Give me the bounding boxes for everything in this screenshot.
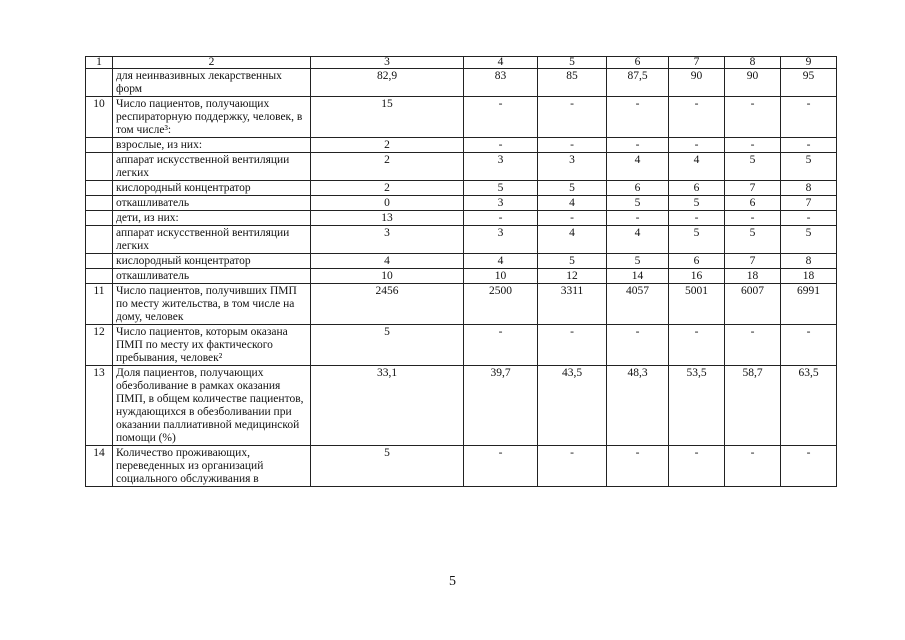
- value-cell: 63,5: [781, 366, 837, 446]
- row-label-cell: аппарат искусственной вентиляции легких: [113, 153, 311, 181]
- value-cell: 87,5: [607, 69, 669, 97]
- table-row: [86, 446, 837, 487]
- row-index-cell: [86, 138, 113, 153]
- value-cell: 6007: [725, 284, 781, 325]
- row-index-cell: 13: [86, 366, 113, 446]
- value-cell: -: [669, 138, 725, 153]
- table-row: [86, 284, 837, 325]
- row-label-cell: откашливатель: [113, 269, 311, 284]
- value-cell: 2: [311, 181, 464, 196]
- value-cell: 5: [464, 181, 538, 196]
- value-cell: 43,5: [538, 366, 607, 446]
- table-row: [86, 254, 837, 269]
- value-cell: 3: [464, 196, 538, 211]
- value-cell: 2: [311, 138, 464, 153]
- value-cell: 5: [607, 196, 669, 211]
- value-cell: -: [725, 446, 781, 487]
- value-cell: 95: [781, 69, 837, 97]
- table-row: [86, 211, 837, 226]
- value-cell: -: [538, 97, 607, 138]
- value-cell: 18: [725, 269, 781, 284]
- value-cell: -: [669, 97, 725, 138]
- value-cell: -: [781, 138, 837, 153]
- value-cell: -: [607, 138, 669, 153]
- value-cell: -: [669, 325, 725, 366]
- table-row: [86, 153, 837, 181]
- value-cell: -: [781, 446, 837, 487]
- value-cell: -: [464, 97, 538, 138]
- value-cell: 7: [725, 254, 781, 269]
- row-label-cell: Число пациентов, получающих респираторную поддержку, человек, в том числе³:: [113, 97, 311, 138]
- value-cell: -: [669, 446, 725, 487]
- table-row: [86, 181, 837, 196]
- value-cell: 4: [669, 153, 725, 181]
- value-cell: 6: [669, 254, 725, 269]
- table-header-row: [86, 57, 837, 69]
- value-cell: 5: [725, 153, 781, 181]
- value-cell: 39,7: [464, 366, 538, 446]
- row-index-cell: [86, 69, 113, 97]
- value-cell: 7: [781, 196, 837, 211]
- value-cell: -: [725, 138, 781, 153]
- table-row: [86, 366, 837, 446]
- value-cell: 8: [781, 181, 837, 196]
- value-cell: 6: [607, 181, 669, 196]
- value-cell: 5: [311, 446, 464, 487]
- value-cell: 53,5: [669, 366, 725, 446]
- value-cell: 5: [725, 226, 781, 254]
- table-row: [86, 325, 837, 366]
- value-cell: 4: [538, 226, 607, 254]
- value-cell: 6: [669, 181, 725, 196]
- value-cell: -: [607, 211, 669, 226]
- row-index-cell: [86, 269, 113, 284]
- value-cell: 5001: [669, 284, 725, 325]
- row-index-cell: 10: [86, 97, 113, 138]
- value-cell: -: [538, 138, 607, 153]
- value-cell: 5: [781, 226, 837, 254]
- row-index-cell: 12: [86, 325, 113, 366]
- row-index-cell: [86, 153, 113, 181]
- value-cell: -: [464, 446, 538, 487]
- column-number-cell: 2: [113, 57, 311, 69]
- value-cell: 83: [464, 69, 538, 97]
- row-index-cell: [86, 196, 113, 211]
- value-cell: -: [725, 211, 781, 226]
- value-cell: 90: [725, 69, 781, 97]
- value-cell: 3: [538, 153, 607, 181]
- value-cell: 85: [538, 69, 607, 97]
- value-cell: -: [607, 446, 669, 487]
- value-cell: -: [464, 138, 538, 153]
- value-cell: 5: [311, 325, 464, 366]
- row-label-cell: кислородный концентратор: [113, 254, 311, 269]
- value-cell: 4: [311, 254, 464, 269]
- column-number-cell: 1: [86, 57, 113, 69]
- value-cell: 2500: [464, 284, 538, 325]
- value-cell: 10: [464, 269, 538, 284]
- row-label-cell: откашливатель: [113, 196, 311, 211]
- row-label-cell: Доля пациентов, получающих обезболивание в рамках оказания ПМП, в общем количестве пациентов, нуждающихся в обезболивании при оказании паллиативной медицинской помощи (%): [113, 366, 311, 446]
- column-number-cell: 3: [311, 57, 464, 69]
- table-body: [86, 57, 837, 487]
- row-label-cell: Число пациентов, получивших ПМП по месту жительства, в том числе на дому, человек: [113, 284, 311, 325]
- value-cell: 58,7: [725, 366, 781, 446]
- value-cell: -: [669, 211, 725, 226]
- value-cell: -: [607, 97, 669, 138]
- column-number-cell: 9: [781, 57, 837, 69]
- page-number: 5: [449, 574, 456, 589]
- value-cell: 8: [781, 254, 837, 269]
- value-cell: 7: [725, 181, 781, 196]
- value-cell: -: [781, 97, 837, 138]
- value-cell: -: [607, 325, 669, 366]
- value-cell: 3: [464, 153, 538, 181]
- value-cell: 4: [607, 226, 669, 254]
- value-cell: 5: [669, 196, 725, 211]
- row-index-cell: 11: [86, 284, 113, 325]
- table-row: [86, 69, 837, 97]
- value-cell: 0: [311, 196, 464, 211]
- column-number-cell: 5: [538, 57, 607, 69]
- value-cell: 10: [311, 269, 464, 284]
- indicators-table: [85, 56, 837, 487]
- value-cell: 3311: [538, 284, 607, 325]
- table-row: [86, 138, 837, 153]
- row-index-cell: [86, 211, 113, 226]
- value-cell: 4: [607, 153, 669, 181]
- row-label-cell: дети, из них:: [113, 211, 311, 226]
- value-cell: 2: [311, 153, 464, 181]
- value-cell: 15: [311, 97, 464, 138]
- value-cell: 3: [464, 226, 538, 254]
- value-cell: 18: [781, 269, 837, 284]
- value-cell: 48,3: [607, 366, 669, 446]
- value-cell: -: [538, 446, 607, 487]
- value-cell: 12: [538, 269, 607, 284]
- row-index-cell: [86, 254, 113, 269]
- row-label-cell: взрослые, из них:: [113, 138, 311, 153]
- row-label-cell: кислородный концентратор: [113, 181, 311, 196]
- value-cell: 90: [669, 69, 725, 97]
- value-cell: -: [725, 325, 781, 366]
- row-label-cell: Количество проживающих, переведенных из организаций социального обслуживания в: [113, 446, 311, 487]
- value-cell: 4057: [607, 284, 669, 325]
- row-index-cell: 14: [86, 446, 113, 487]
- value-cell: 5: [781, 153, 837, 181]
- value-cell: 16: [669, 269, 725, 284]
- column-number-cell: 4: [464, 57, 538, 69]
- column-number-cell: 7: [669, 57, 725, 69]
- table-row: [86, 226, 837, 254]
- value-cell: -: [538, 325, 607, 366]
- column-number-cell: 6: [607, 57, 669, 69]
- value-cell: -: [725, 97, 781, 138]
- value-cell: 5: [607, 254, 669, 269]
- value-cell: 5: [538, 181, 607, 196]
- column-number-cell: 8: [725, 57, 781, 69]
- value-cell: 14: [607, 269, 669, 284]
- value-cell: 4: [538, 196, 607, 211]
- row-label-cell: Число пациентов, которым оказана ПМП по месту их фактического пребывания, человек²: [113, 325, 311, 366]
- value-cell: 2456: [311, 284, 464, 325]
- table-row: [86, 97, 837, 138]
- value-cell: 4: [464, 254, 538, 269]
- value-cell: -: [781, 325, 837, 366]
- value-cell: 5: [669, 226, 725, 254]
- value-cell: 3: [311, 226, 464, 254]
- value-cell: -: [464, 211, 538, 226]
- row-index-cell: [86, 226, 113, 254]
- value-cell: 13: [311, 211, 464, 226]
- value-cell: -: [781, 211, 837, 226]
- table-row: [86, 269, 837, 284]
- row-label-cell: для неинвазивных лекарственных форм: [113, 69, 311, 97]
- value-cell: 33,1: [311, 366, 464, 446]
- value-cell: -: [464, 325, 538, 366]
- value-cell: -: [538, 211, 607, 226]
- value-cell: 6: [725, 196, 781, 211]
- row-label-cell: аппарат искусственной вентиляции легких: [113, 226, 311, 254]
- value-cell: 6991: [781, 284, 837, 325]
- value-cell: 82,9: [311, 69, 464, 97]
- value-cell: 5: [538, 254, 607, 269]
- table-row: [86, 196, 837, 211]
- row-index-cell: [86, 181, 113, 196]
